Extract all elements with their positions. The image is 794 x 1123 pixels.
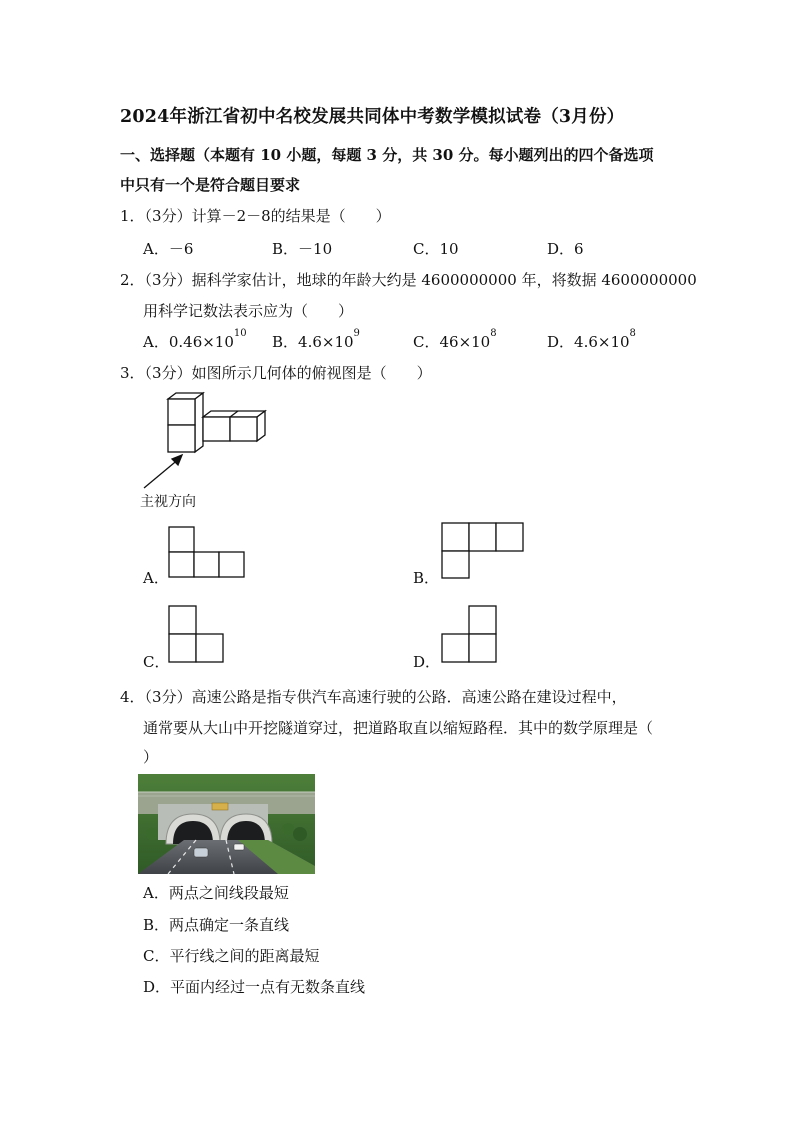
question-text: 高速公路是指专供汽车高速行驶的公路．高速公路在建设过程中，	[191, 688, 627, 706]
cube-front-face	[168, 399, 195, 425]
question-text: 如图所示几何体的俯视图是（ ）	[191, 364, 432, 382]
q1-option-d[interactable]: D．6	[547, 240, 584, 258]
question-score: （3分）	[144, 271, 192, 289]
cube-front-face	[203, 417, 230, 441]
page-title: 2024年浙江省初中名校发展共同体中考数学模拟试卷（3月份）	[120, 107, 625, 127]
q1-option-c[interactable]: C．10	[413, 240, 459, 258]
q1-option-b[interactable]: B．－10	[272, 240, 333, 258]
question-2	[120, 269, 697, 290]
square	[169, 606, 196, 634]
q4-option-d[interactable]: D．平面内经过一点有无数条直线	[143, 978, 366, 996]
cube-side-face	[195, 393, 203, 452]
square	[196, 634, 223, 662]
question-score: （3分）	[144, 688, 192, 706]
q3-option-b-figure	[441, 522, 531, 582]
view-direction-caption: 主视方向	[140, 494, 196, 510]
cube-side-face	[257, 411, 265, 441]
question-2-line2: 用科学记数法表示应为（ ）	[143, 302, 354, 320]
q3-option-a[interactable]: A．	[143, 569, 169, 587]
square	[442, 523, 469, 551]
square	[169, 552, 194, 577]
question-text: 据科学家估计，地球的年龄大约是 4600000000 年，将数据 4600000000	[191, 271, 697, 289]
q3-option-a-figure	[168, 525, 248, 580]
section-header-line1: 一、选择题（本题有 10 小题，每题 3 分，共 30 分。每小题列出的四个备选项	[120, 146, 654, 164]
section-header-line2: 中只有一个是符合题目要求	[120, 176, 301, 194]
square	[442, 634, 469, 662]
square	[469, 523, 496, 551]
q2-option-d[interactable]: D．$4.6\times 10^8$	[547, 328, 636, 351]
cube-front-face	[230, 417, 257, 441]
tunnel-illustration	[138, 774, 315, 874]
q3-option-c[interactable]: C．	[143, 653, 170, 671]
q3-option-d[interactable]: D．	[413, 653, 441, 671]
question-number: 4．	[120, 688, 145, 706]
question-1	[120, 205, 391, 226]
view-direction-arrow-icon	[140, 450, 190, 495]
square	[469, 634, 496, 662]
q4-option-a[interactable]: A．两点之间线段最短	[143, 884, 289, 902]
question-4-line2: 通常要从大山中开挖隧道穿过，把道路取直以缩短路程．其中的数学原理是（	[143, 719, 654, 737]
highway-tunnel-image	[138, 774, 315, 874]
question-text: 计算－2－8的结果是（ ）	[191, 207, 391, 225]
q1-option-a[interactable]: A．－6	[143, 240, 194, 258]
q4-option-c[interactable]: C．平行线之间的距离最短	[143, 947, 320, 965]
square	[496, 523, 523, 551]
q3-option-c-figure	[168, 605, 228, 665]
q3-option-b[interactable]: B．	[413, 569, 440, 587]
square	[442, 551, 469, 578]
q2-option-c[interactable]: C．$46\times 10^8$	[413, 328, 497, 351]
question-score: （3分）	[144, 207, 192, 225]
cube-front-face	[168, 425, 195, 452]
question-4	[120, 686, 627, 707]
question-number: 3．	[120, 364, 145, 382]
square	[469, 606, 496, 634]
question-3	[120, 362, 432, 383]
square	[194, 552, 219, 577]
square	[169, 634, 196, 662]
square	[169, 527, 194, 552]
q2-option-b[interactable]: B．$4.6\times 10^9$	[272, 328, 360, 351]
question-4-line3: ）	[143, 748, 159, 766]
question-number: 1．	[120, 207, 145, 225]
square	[219, 552, 244, 577]
question-score: （3分）	[144, 364, 192, 382]
q4-option-b[interactable]: B．两点确定一条直线	[143, 916, 290, 934]
q2-option-a[interactable]: A．$0.46\times 10^{10}$	[143, 328, 247, 351]
q3-option-d-figure	[441, 605, 501, 665]
question-number: 2．	[120, 271, 145, 289]
